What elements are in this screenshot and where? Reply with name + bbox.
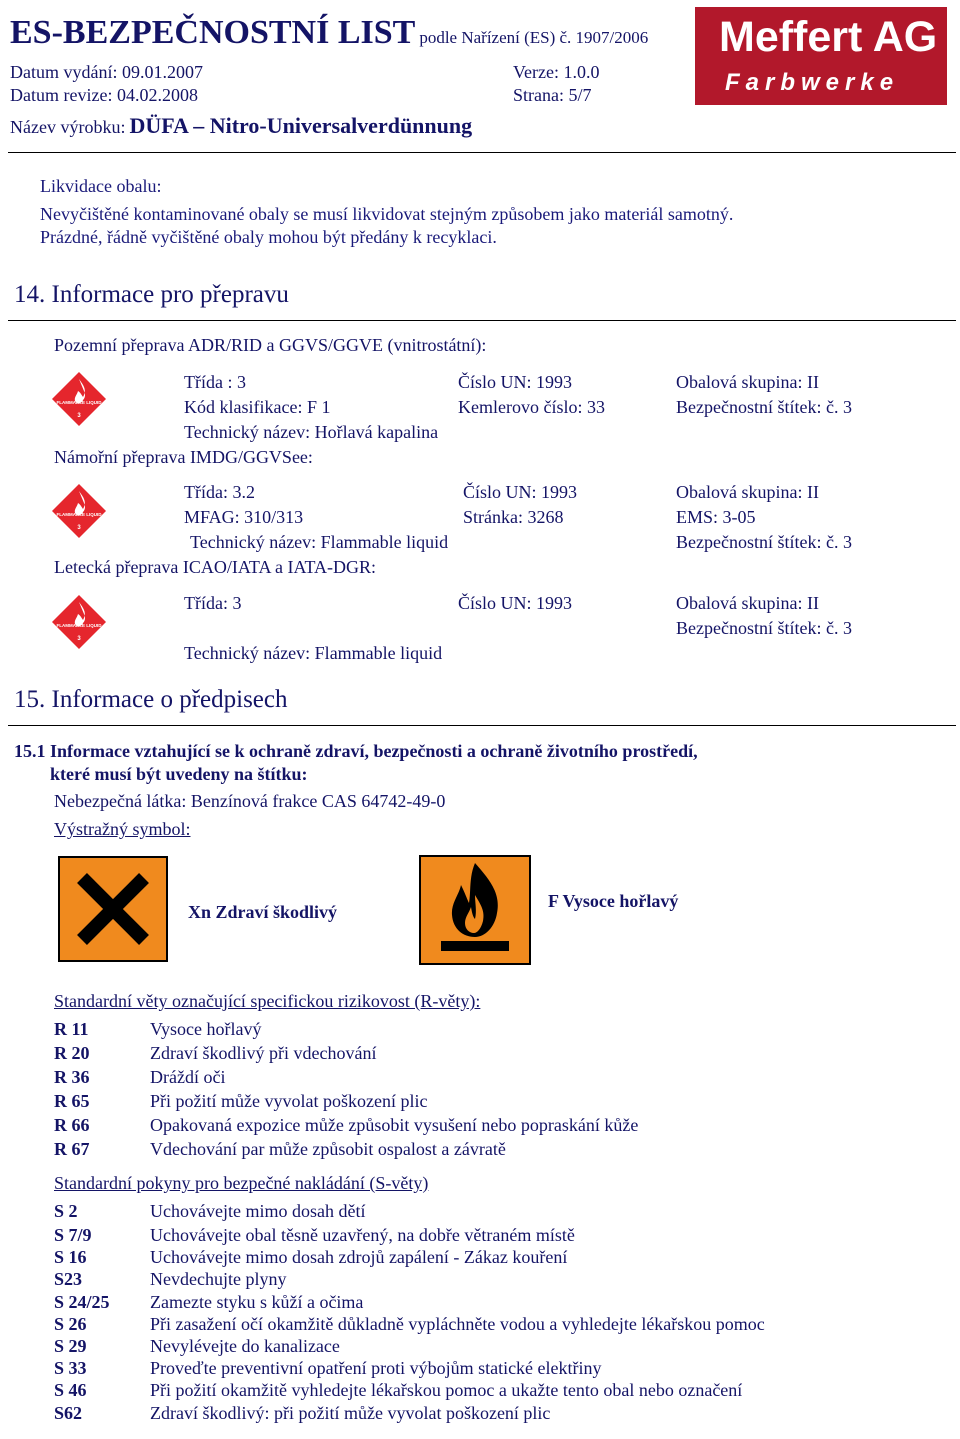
s-phrase-code: S 16 [54,1247,87,1267]
sea-ems: EMS: 3-05 [676,507,756,527]
placard-label: FLAMMABLE LIQUID [56,623,102,628]
placard-number: 3 [77,413,81,419]
s-phrase-code: S 2 [54,1201,78,1221]
harmful-xn-icon [58,856,168,962]
air-transport-heading: Letecká přeprava ICAO/IATA a IATA-DGR: [54,557,377,577]
symbol-xn-label: Xn Zdraví škodlivý [188,902,338,922]
header-divider [8,152,956,153]
sea-un-number: Číslo UN: 1993 [463,482,578,502]
land-class: Třída : 3 [184,372,246,392]
product-line [10,113,472,139]
section-15-1-heading: 15.1 Informace vztahující se k ochraně zdraví, bezpečnosti a ochraně životního prostředí, [14,741,698,761]
land-packing-group: Obalová skupina: II [676,372,819,392]
logo-subtitle: Farbwerke [725,69,900,96]
packaging-line-2: Prázdné, řádně vyčištěné obaly mohou být předány k recyklaci. [40,227,497,247]
packaging-line-1: Nevyčištěné kontaminované obaly se musí likvidovat stejným způsobem jako materiál samotný. [40,204,734,224]
warning-symbol-label: Výstražný symbol: [54,819,191,839]
revision-date: Datum revize: 04.02.2008 [10,85,198,105]
placard-number: 3 [77,525,81,531]
s-phrase-text: Při požití okamžitě vyhledejte lékařskou pomoc a ukažte tento obal nebo označení [150,1380,743,1400]
air-un-number: Číslo UN: 1993 [458,593,573,613]
r-phrase-code: R 66 [54,1115,90,1135]
sea-mfag: MFAG: 310/313 [184,507,304,527]
flammable-liquid-placard-icon [50,370,108,428]
s-phrase-text: Při zasažení očí okamžitě důkladně vypláchněte vodou a vyhledejte lékařskou pomoc [150,1314,765,1334]
s-phrase-text: Uchovávejte mimo dosah dětí [150,1201,366,1221]
s-phrases-heading: Standardní pokyny pro bezpečné nakládání (S-věty) [54,1173,429,1193]
section-15-title: 15. Informace o předpisech [14,686,288,713]
section-14-divider [8,320,956,321]
air-class: Třída: 3 [184,593,242,613]
placard-number: 3 [77,636,81,642]
air-safety-label: Bezpečnostní štítek: č. 3 [676,618,852,638]
land-un-number: Číslo UN: 1993 [458,372,573,392]
section-15-divider [8,725,956,726]
document-title [10,14,648,52]
s-phrase-text: Zamezte styku s kůží a očima [150,1292,364,1312]
version: Verze: 1.0.0 [513,62,600,82]
logo-company-name: Meffert AG [719,13,938,61]
s-phrase-code: S23 [54,1269,83,1289]
r-phrase-text: Opakovaná expozice může způsobit vysušení nebo popraskání kůže [150,1115,639,1135]
flammable-f-icon [419,855,531,965]
r-phrase-code: R 11 [54,1019,89,1039]
r-phrases-heading: Standardní věty označující specifickou rizikovost (R-věty): [54,991,481,1011]
sea-page: Stránka: 3268 [463,507,564,527]
sea-class: Třída: 3.2 [184,482,255,502]
s-phrase-code: S 26 [54,1314,87,1334]
product-name: DÜFA – Nitro-Universalverdünnung [129,113,473,138]
land-transport-heading: Pozemní přeprava ADR/RID a GGVS/GGVE (vnitrostátní): [54,335,487,355]
issue-date: Datum vydání: 09.01.2007 [10,62,203,82]
s-phrase-code: S 24/25 [54,1292,110,1312]
s-phrase-code: S 29 [54,1336,87,1356]
s-phrase-text: Uchovávejte mimo dosah zdrojů zapálení - Zákaz kouření [150,1247,568,1267]
packaging-heading: Likvidace obalu: [40,176,162,196]
s-phrase-text: Zdraví škodlivý: při požití může vyvolat poškození plic [150,1403,551,1423]
sea-packing-group: Obalová skupina: II [676,482,819,502]
title-main: ES-BEZPEČNOSTNÍ LIST [10,14,416,51]
s-phrase-text: Nevdechujte plyny [150,1269,287,1289]
hazardous-substance: Nebezpečná látka: Benzínová frakce CAS 64742-49-0 [54,791,446,811]
sea-safety-label: Bezpečnostní štítek: č. 3 [676,532,852,552]
s-phrase-text: Proveďte preventivní opatření proti výbojům statické elektřiny [150,1358,602,1378]
product-label: Název výrobku: [10,117,126,137]
company-logo [695,7,947,105]
page-number: Strana: 5/7 [513,85,592,105]
s-phrase-code: S 7/9 [54,1225,92,1245]
flammable-liquid-placard-icon [50,593,108,651]
land-kemler-number: Kemlerovo číslo: 33 [458,397,605,417]
r-phrase-code: R 67 [54,1139,90,1159]
s-phrase-code: S 46 [54,1380,87,1400]
r-phrase-text: Vdechování par může způsobit ospalost a závratě [150,1139,506,1159]
sea-transport-heading: Námořní přeprava IMDG/GGVSee: [54,447,313,467]
r-phrase-code: R 20 [54,1043,90,1063]
r-phrase-text: Zdraví škodlivý při vdechování [150,1043,377,1063]
land-classification-code: Kód klasifikace: F 1 [184,397,331,417]
placard-label: FLAMMABLE LIQUID [56,400,102,405]
s-phrase-code: S62 [54,1403,83,1423]
title-suffix: podle Nařízení (ES) č. 1907/2006 [419,28,649,47]
s-phrase-text: Uchovávejte obal těsně uzavřený, na dobře větraném místě [150,1225,575,1245]
land-safety-label: Bezpečnostní štítek: č. 3 [676,397,852,417]
air-packing-group: Obalová skupina: II [676,593,819,613]
flammable-liquid-placard-icon [50,482,108,540]
r-phrase-text: Při požití může vyvolat poškození plic [150,1091,428,1111]
r-phrase-code: R 36 [54,1067,90,1087]
land-technical-name: Technický název: Hořlavá kapalina [184,422,439,442]
r-phrase-code: R 65 [54,1091,90,1111]
sea-technical-name: Technický název: Flammable liquid [190,532,449,552]
s-phrase-text: Nevylévejte do kanalizace [150,1336,340,1356]
section-15-1-heading-cont: které musí být uvedeny na štítku: [50,764,308,784]
placard-label: FLAMMABLE LIQUID [56,512,102,517]
r-phrase-text: Dráždí oči [150,1067,226,1087]
symbol-f-label: F Vysoce hořlavý [548,891,679,911]
section-14-title: 14. Informace pro přepravu [14,281,289,308]
air-technical-name: Technický název: Flammable liquid [184,643,443,663]
r-phrase-text: Vysoce hořlavý [150,1019,262,1039]
s-phrase-code: S 33 [54,1358,87,1378]
